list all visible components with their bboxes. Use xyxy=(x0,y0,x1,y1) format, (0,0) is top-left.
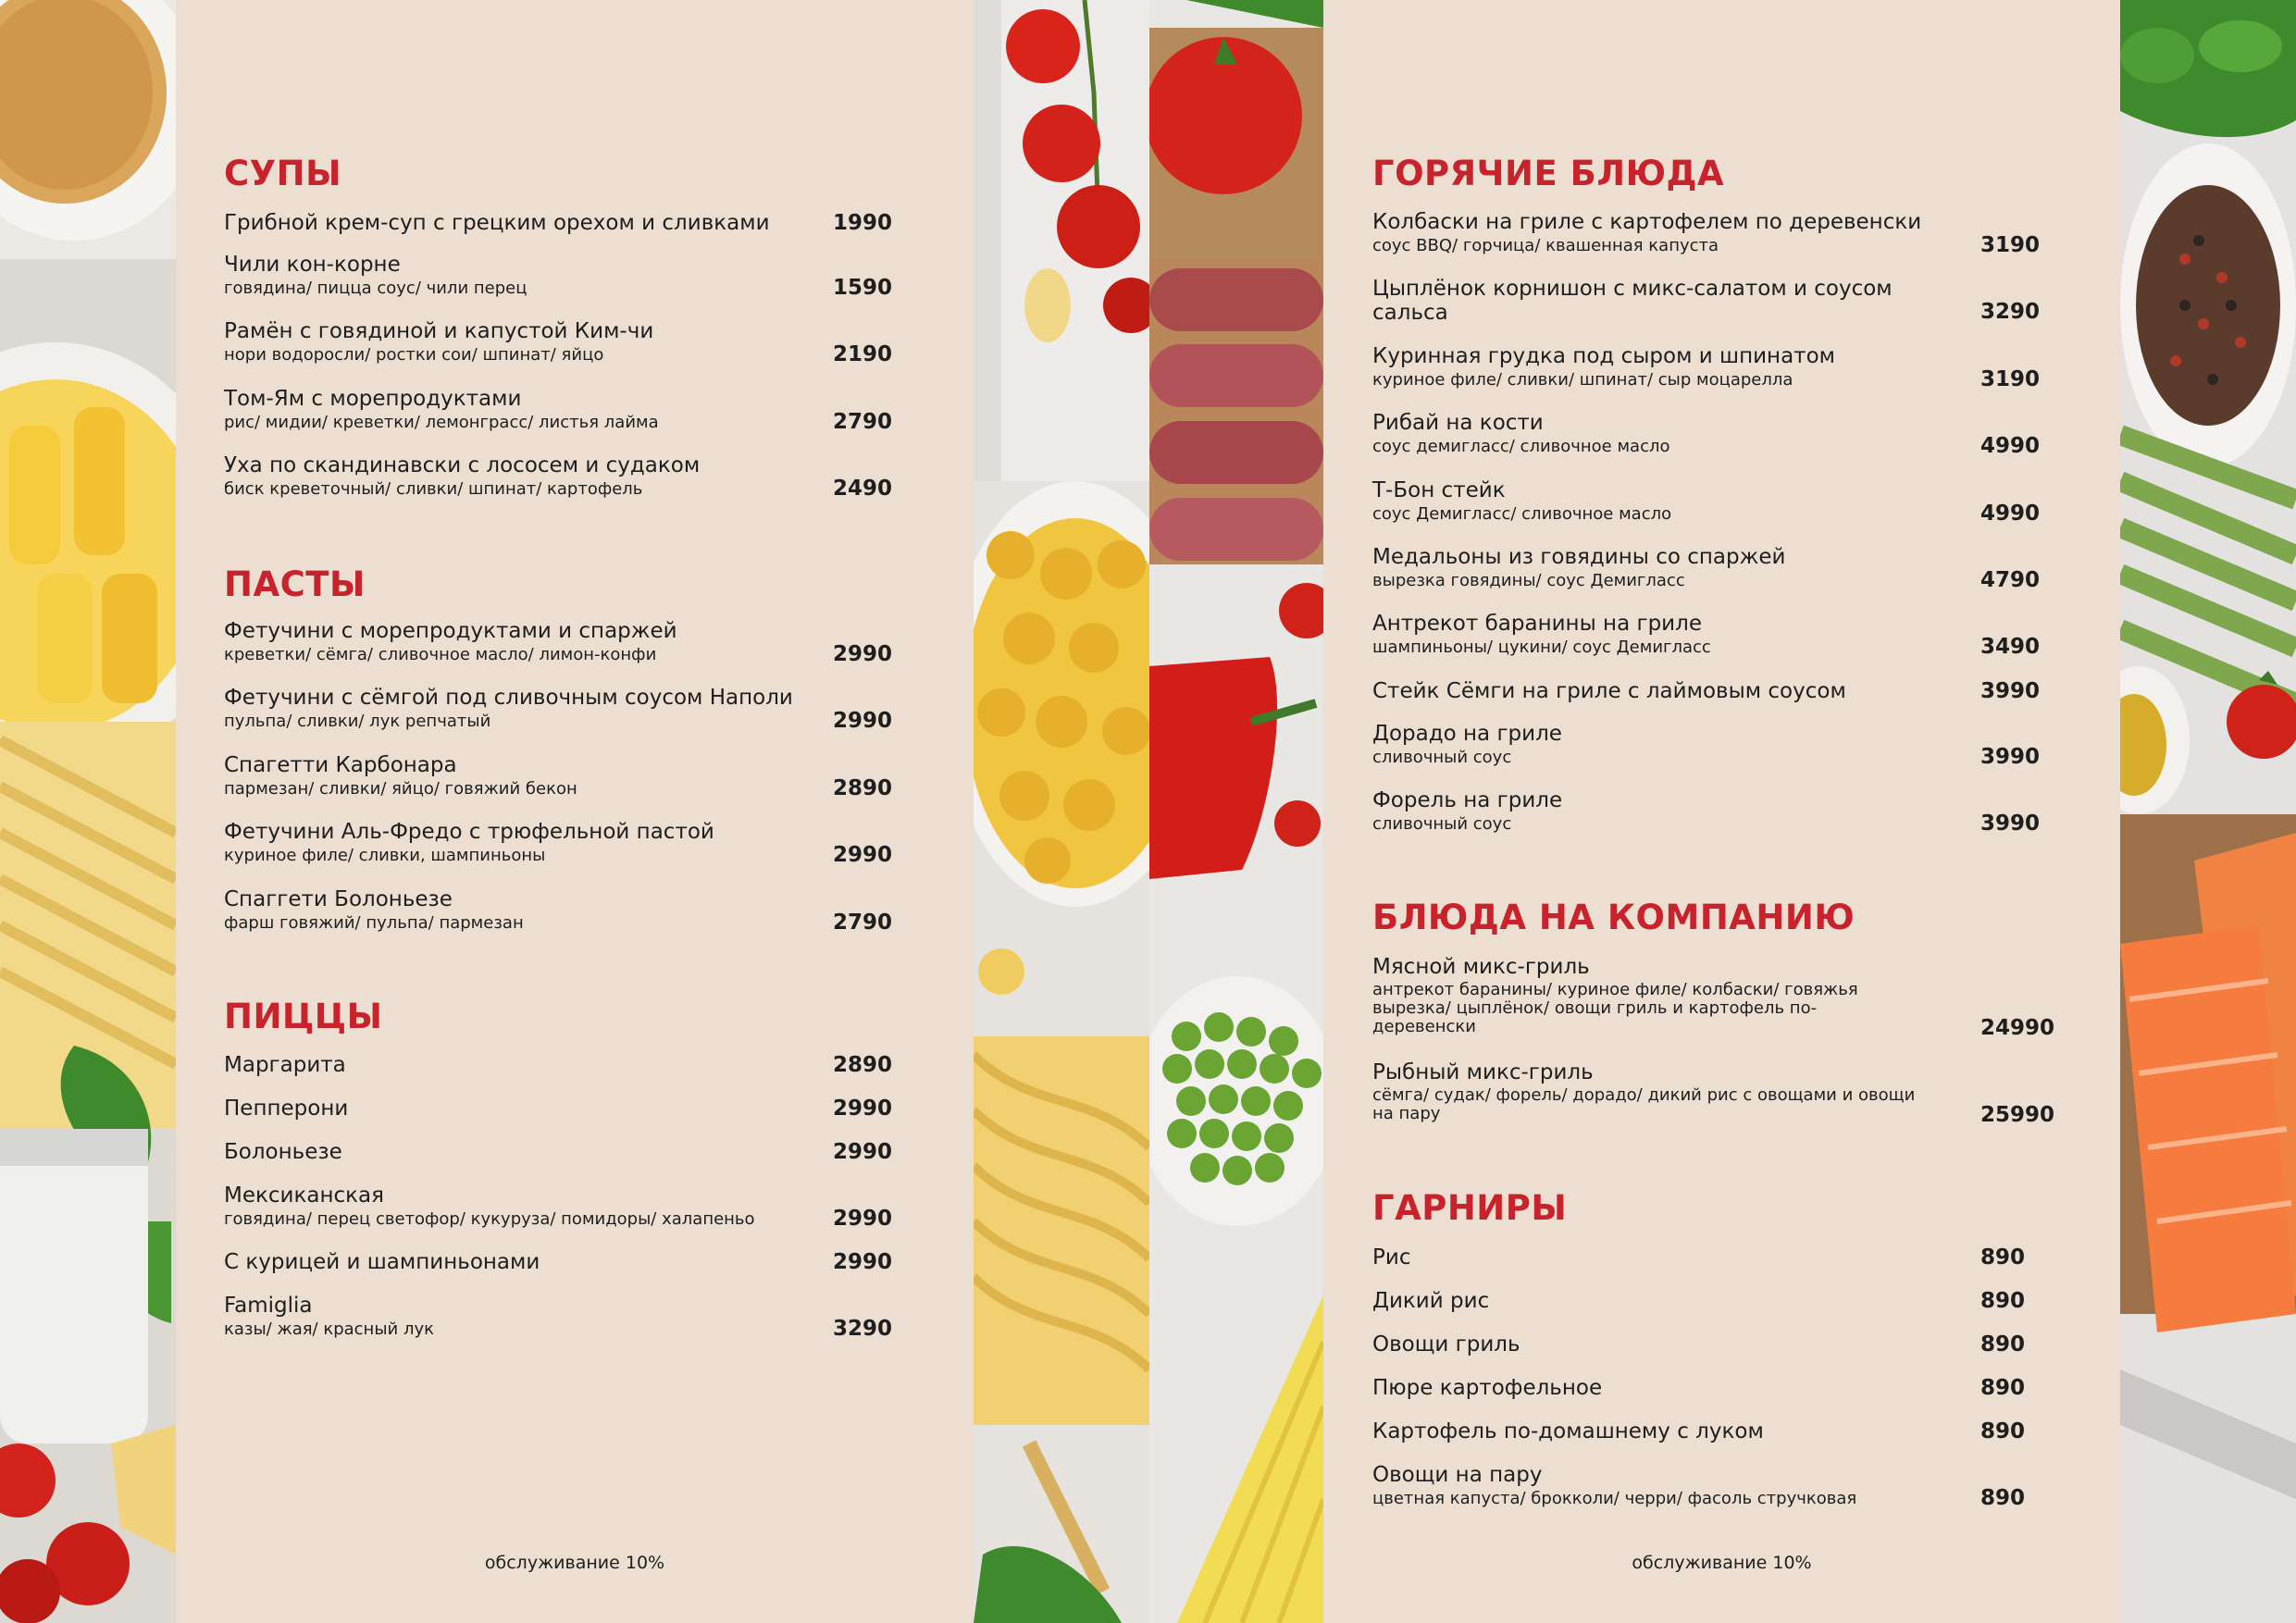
item-price: 3290 xyxy=(1980,300,2041,324)
item-name: Картофель по-домашнему с луком xyxy=(1372,1419,1764,1443)
item-name: Куринная грудка под сыром и шпинатом xyxy=(1372,344,1836,368)
item-name: Медальоны из говядины со спаржей xyxy=(1372,545,1786,569)
item-description: сёмга/ судак/ форель/ дорадо/ дикий рис с овощами и овощи на пару xyxy=(1372,1085,1916,1123)
item-name: Том-Ям с морепродуктами xyxy=(224,387,522,411)
item-price: 2990 xyxy=(833,1207,893,1231)
item-description: цветная капуста/ брокколи/ черри/ фасоль стручковая xyxy=(1372,1489,1857,1508)
item-name: Famiglia xyxy=(224,1294,313,1318)
item-price: 3490 xyxy=(1980,635,2041,659)
item-description: куриное филе/ сливки/ шпинат/ сыр моцарелла xyxy=(1372,370,1793,390)
tomatoes-pasta-noodles-photo xyxy=(974,0,1149,1623)
item-price: 4990 xyxy=(1980,502,2041,526)
item-price: 3990 xyxy=(1980,679,2041,703)
item-price: 25990 xyxy=(1980,1103,2055,1127)
item-description: рис/ мидии/ креветки/ лемонграсс/ листья лайма xyxy=(224,413,659,432)
item-description: сливочный соус xyxy=(1372,814,1512,834)
item-description: антрекот баранины/ куриное филе/ колбаски/ говяжья вырезка/ цыплёнок/ овощи гриль и картофель по-деревенски xyxy=(1372,980,1858,1036)
item-description: соус Демигласс/ сливочное масло xyxy=(1372,504,1672,524)
item-description: сливочный соус xyxy=(1372,748,1512,767)
item-name: Рамён с говядиной и капустой Ким-чи xyxy=(224,319,654,343)
item-price: 3990 xyxy=(1980,745,2041,769)
item-name: Спаггети Болоньезе xyxy=(224,887,453,911)
item-name: С курицей и шампиньонами xyxy=(224,1250,540,1274)
item-name: Рибай на кости xyxy=(1372,411,1544,435)
item-name: Маргарита xyxy=(224,1053,346,1077)
service-charge-note: обслуживание 10% xyxy=(484,1553,665,1573)
item-price: 2890 xyxy=(833,776,893,800)
item-name: Болоньезе xyxy=(224,1140,342,1164)
item-price: 2990 xyxy=(833,709,893,733)
item-price: 890 xyxy=(1980,1376,2026,1400)
left-menu-page xyxy=(176,0,974,1623)
item-price: 2190 xyxy=(833,342,893,366)
item-name: Овощи на пару xyxy=(1372,1463,1543,1487)
item-price: 2990 xyxy=(833,642,893,666)
basil-peppercorns-asparagus-salmon-photo xyxy=(2120,0,2296,1623)
item-name: Дикий рис xyxy=(1372,1289,1490,1313)
item-name: Пюре картофельное xyxy=(1372,1376,1603,1400)
item-name: Мясной микс-гриль xyxy=(1372,955,1590,979)
item-price: 1990 xyxy=(833,211,893,235)
item-name: Дорадо на гриле xyxy=(1372,722,1562,746)
section-title: ПАСТЫ xyxy=(224,564,366,604)
item-description: пульпа/ сливки/ лук репчатый xyxy=(224,712,491,731)
item-name: Пепперони xyxy=(224,1096,349,1121)
item-name-continued: сальса xyxy=(1372,301,1448,325)
item-description: шампиньоны/ цукини/ соус Демигласс xyxy=(1372,638,1711,657)
item-description: вырезка говядины/ соус Демигласс xyxy=(1372,571,1685,590)
item-name: Фетучини с сёмгой под сливочным соусом Наполи xyxy=(224,686,793,710)
item-price: 1590 xyxy=(833,276,893,300)
item-description: куриное филе/ сливки, шампиньоны xyxy=(224,846,546,865)
item-price: 2790 xyxy=(833,911,893,935)
item-price: 2790 xyxy=(833,410,893,434)
item-name: Цыплёнок корнишон с микс-салатом и соусом xyxy=(1372,277,1893,301)
item-description: биск креветочный/ сливки/ шпинат/ картофель xyxy=(224,479,643,499)
item-price: 890 xyxy=(1980,1486,2026,1510)
item-name: Рис xyxy=(1372,1245,1411,1270)
item-description: казы/ жая/ красный лук xyxy=(224,1319,434,1339)
item-price: 2990 xyxy=(833,843,893,867)
section-title: БЛЮДА НА КОМПАНИЮ xyxy=(1372,898,1855,937)
item-name: Уха по скандинавски с лососем и судаком xyxy=(224,453,701,477)
item-name: Форель на гриле xyxy=(1372,788,1563,812)
item-description: пармезан/ сливки/ яйцо/ говяжий бекон xyxy=(224,779,577,799)
item-price: 890 xyxy=(1980,1332,2026,1357)
item-name: Фетучини с морепродуктами и спаржей xyxy=(224,619,677,643)
item-name: Спагетти Карбонара xyxy=(224,753,457,777)
item-name: Стейк Сёмги на гриле с лаймовым соусом xyxy=(1372,679,1846,703)
item-price: 2890 xyxy=(833,1053,893,1077)
item-price: 2990 xyxy=(833,1096,893,1121)
item-name: Мексиканская xyxy=(224,1183,384,1208)
item-name: Фетучини Аль-Фредо с трюфельной пастой xyxy=(224,820,714,844)
pasta-tomatoes-basil-photo xyxy=(0,0,176,1623)
item-name: Антрекот баранины на гриле xyxy=(1372,612,1702,636)
sausages-pepper-peas-spaghetti-photo xyxy=(1149,0,1323,1623)
section-soups xyxy=(224,0,927,518)
item-description: нори водоросли/ ростки сои/ шпинат/ яйцо xyxy=(224,345,604,365)
item-price: 890 xyxy=(1980,1245,2026,1270)
item-description: фарш говяжий/ пульпа/ пармезан xyxy=(224,913,524,933)
section-title: ГОРЯЧИЕ БЛЮДА xyxy=(1372,154,1725,193)
item-name: Рыбный микс-гриль xyxy=(1372,1060,1594,1084)
item-price: 2990 xyxy=(833,1140,893,1164)
item-name: Колбаски на гриле с картофелем по деревенски xyxy=(1372,210,1922,234)
item-price: 2490 xyxy=(833,477,893,501)
item-price: 890 xyxy=(1980,1289,2026,1313)
item-name: Чили кон-корне xyxy=(224,253,401,277)
section-title: ГАРНИРЫ xyxy=(1372,1188,1568,1228)
item-price: 24990 xyxy=(1980,1016,2055,1040)
section-title: СУПЫ xyxy=(224,154,341,193)
service-charge-note: обслуживание 10% xyxy=(1632,1553,1812,1573)
item-price: 3190 xyxy=(1980,233,2041,257)
item-description: говядина/ пицца соус/ чили перец xyxy=(224,279,527,298)
item-price: 3990 xyxy=(1980,812,2041,836)
item-price: 3290 xyxy=(833,1317,893,1341)
item-price: 890 xyxy=(1980,1419,2026,1443)
item-description: говядина/ перец светофор/ кукуруза/ помидоры/ халапеньо xyxy=(224,1209,755,1229)
item-name: Овощи гриль xyxy=(1372,1332,1520,1357)
item-description: соус BBQ/ горчица/ квашенная капуста xyxy=(1372,236,1719,255)
item-price: 2990 xyxy=(833,1250,893,1274)
item-name: Т-Бон стейк xyxy=(1372,478,1506,502)
item-name: Грибной крем-суп с грецким орехом и сливками xyxy=(224,211,770,235)
right-menu-page xyxy=(1323,0,2120,1623)
item-description: креветки/ сёмга/ сливочное масло/ лимон-конфи xyxy=(224,645,657,664)
section-title: ПИЦЦЫ xyxy=(224,997,383,1036)
item-price: 3190 xyxy=(1980,367,2041,391)
item-price: 4990 xyxy=(1980,434,2041,458)
item-description: соус демигласс/ сливочное масло xyxy=(1372,437,1670,456)
item-price: 4790 xyxy=(1980,568,2041,592)
